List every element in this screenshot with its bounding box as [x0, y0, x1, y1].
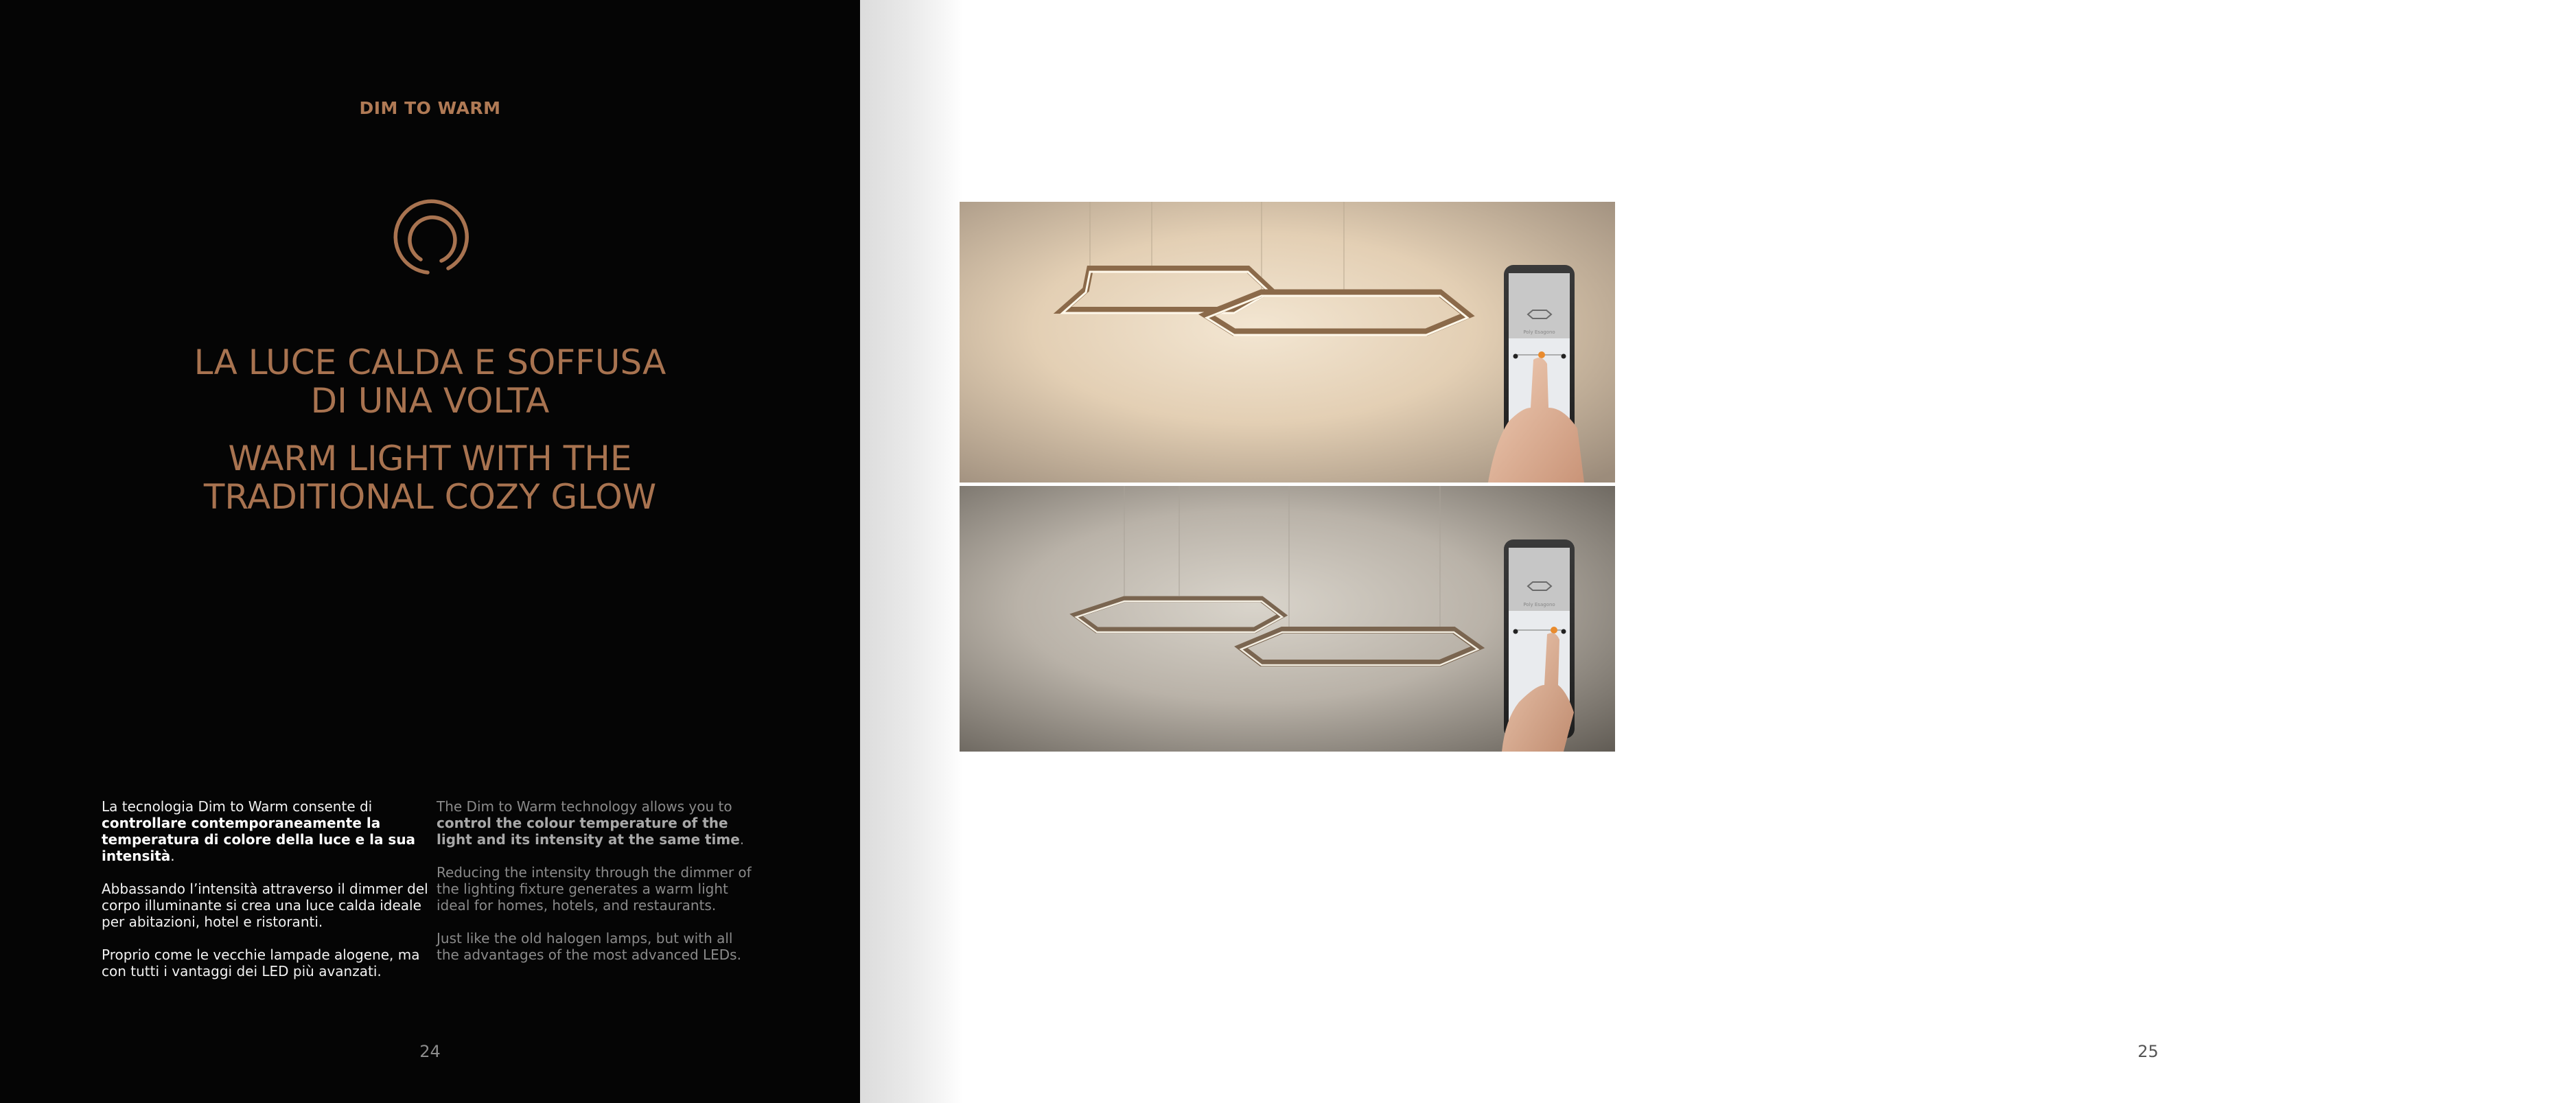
left-page: [0, 0, 860, 1103]
headline-english: [0, 439, 860, 516]
italian-p1-bold: controllare contemporaneamente la temperatura di colore della luce e la sua intensità: [102, 815, 416, 864]
italian-text-column: [102, 798, 431, 996]
page-number-right: 25: [2137, 1042, 2159, 1061]
english-paragraph-1: [437, 798, 759, 848]
english-paragraph-2: Reducing the intensity through the dimmer of the lighting fixture generates a warm light ideal for homes, hotels, and restaurants.: [437, 864, 752, 914]
headline-italian-line-2: DI UNA VOLTA: [310, 381, 550, 421]
english-p1-text: The Dim to Warm technology allows you to: [437, 798, 732, 815]
headline-italian-line-1: LA LUCE CALDA E SOFFUSA: [194, 342, 666, 382]
phone-label-bottom: Poly Esagono: [1523, 602, 1555, 607]
italian-paragraph-2: Abbassando l’intensità attraverso il dimmer del corpo illuminante si crea una luce calda ideale per abitazioni, hotel e ristoranti.: [102, 881, 428, 930]
headline-english-line-1: WARM LIGHT WITH THE: [228, 439, 632, 478]
italian-paragraph-1: [102, 798, 431, 864]
phone-label-top: Poly Esagono: [1523, 329, 1555, 335]
english-text-column: [437, 798, 759, 979]
section-kicker: DIM TO WARM: [359, 98, 501, 118]
photo-bright-light: [960, 202, 1615, 483]
headline-english-line-2: TRADITIONAL COZY GLOW: [203, 477, 657, 517]
italian-p1-end: .: [170, 848, 175, 864]
dimmer-ring-icon: [388, 199, 470, 281]
english-p1-end: .: [739, 831, 745, 848]
italian-p1-text: La tecnologia Dim to Warm consente di: [102, 798, 373, 815]
english-paragraph-3: Just like the old halogen lamps, but with all the advantages of the most advanced LEDs.: [437, 930, 741, 963]
page-number-left: 24: [419, 1042, 441, 1061]
photo-dimmed-light: [960, 486, 1615, 752]
italian-paragraph-3: Proprio come le vecchie lampade alogene, ma con tutti i vantaggi dei LED più avanzati.: [102, 947, 420, 979]
headline-italian: [0, 343, 860, 420]
english-p1-bold: control the colour temperature of the light and its intensity at the same time: [437, 815, 740, 848]
